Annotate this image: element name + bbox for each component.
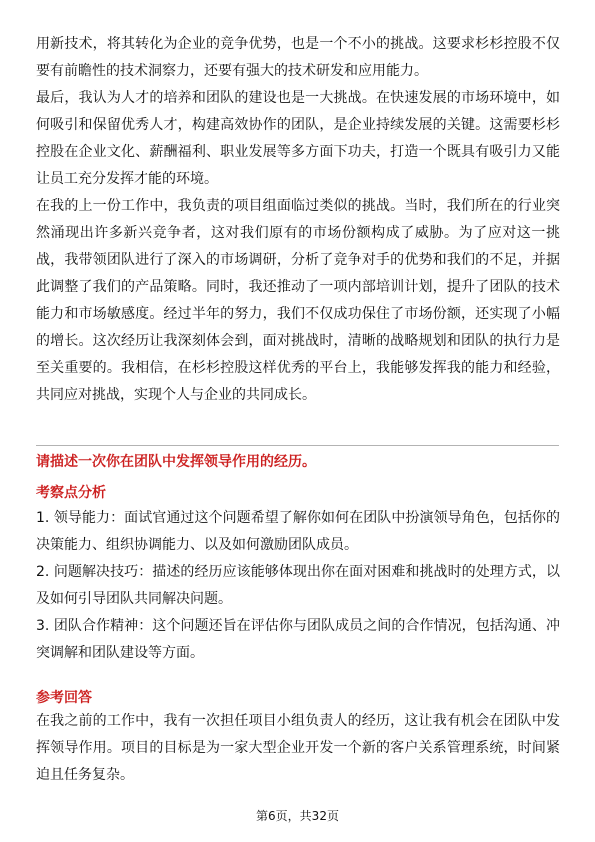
body-paragraph-3: 在我的上一份工作中，我负责的项目组面临过类似的挑战。当时，我们所在的行业突然涌现出许多新兴竞争者，这对我们原有的市场份额构成了威胁。为了应对这一挑战，我带领团队进行了深入的市场调研，分析了竞争对手的优势和我们的不足，并据此调整了我们的产品策略。同时，我还推动了一项内部培训计划，提升了团队的技术能力和市场敏感度。经过半年的努力，我们不仅成功保住了市场份额，还实现了小幅的增长。这次经历让我深刻体会到，面对挑战时，清晰的战略规划和团队的执行力是至关重要的。我相信，在杉杉控股这样优秀的平台上，我能够发挥我的能力和经验，共同应对挑战，实现个人与企业的共同成长。 [36, 198, 560, 403]
question-title: 请描述一次你在团队中发挥领导作用的经历。 [36, 454, 316, 470]
analysis-point-2: 2. 问题解决技巧：描述的经历应该能够体现出你在面对困难和挑战时的处理方式，以及如何引导团队共同解决问题。 [36, 564, 560, 607]
body-paragraph-2: 最后，我认为人才的培养和团队的建设也是一大挑战。在快速发展的市场环境中，如何吸引和保留优秀人才，构建高效协作的团队，是企业持续发展的关键。这需要杉杉控股在企业文化、薪酬福利、职业发展等多方面下功夫，打造一个既具有吸引力又能让员工充分发挥才能的环境。 [36, 90, 560, 187]
answer-paragraph: 在我之前的工作中，我有一次担任项目小组负责人的经历，这让我有机会在团队中发挥领导作用。项目的目标是为一家大型企业开发一个新的客户关系管理系统，时间紧迫且任务复杂。 [36, 713, 560, 783]
analysis-heading: 考察点分析 [36, 485, 106, 501]
section-divider [36, 445, 559, 446]
answer-heading: 参考回答 [36, 690, 92, 706]
page-number: 第6页，共32页 [256, 809, 339, 823]
body-paragraph-1: 用新技术，将其转化为企业的竞争优势，也是一个不小的挑战。这要求杉杉控股不仅要有前瞻性的技术洞察力，还要有强大的技术研发和应用能力。 [36, 36, 560, 79]
analysis-point-1: 1. 领导能力：面试官通过这个问题希望了解你如何在团队中扮演领导角色，包括你的决策能力、组织协调能力、以及如何激励团队成员。 [36, 510, 560, 553]
analysis-point-3: 3. 团队合作精神：这个问题还旨在评估你与团队成员之间的合作情况，包括沟通、冲突调解和团队建设等方面。 [36, 618, 560, 661]
